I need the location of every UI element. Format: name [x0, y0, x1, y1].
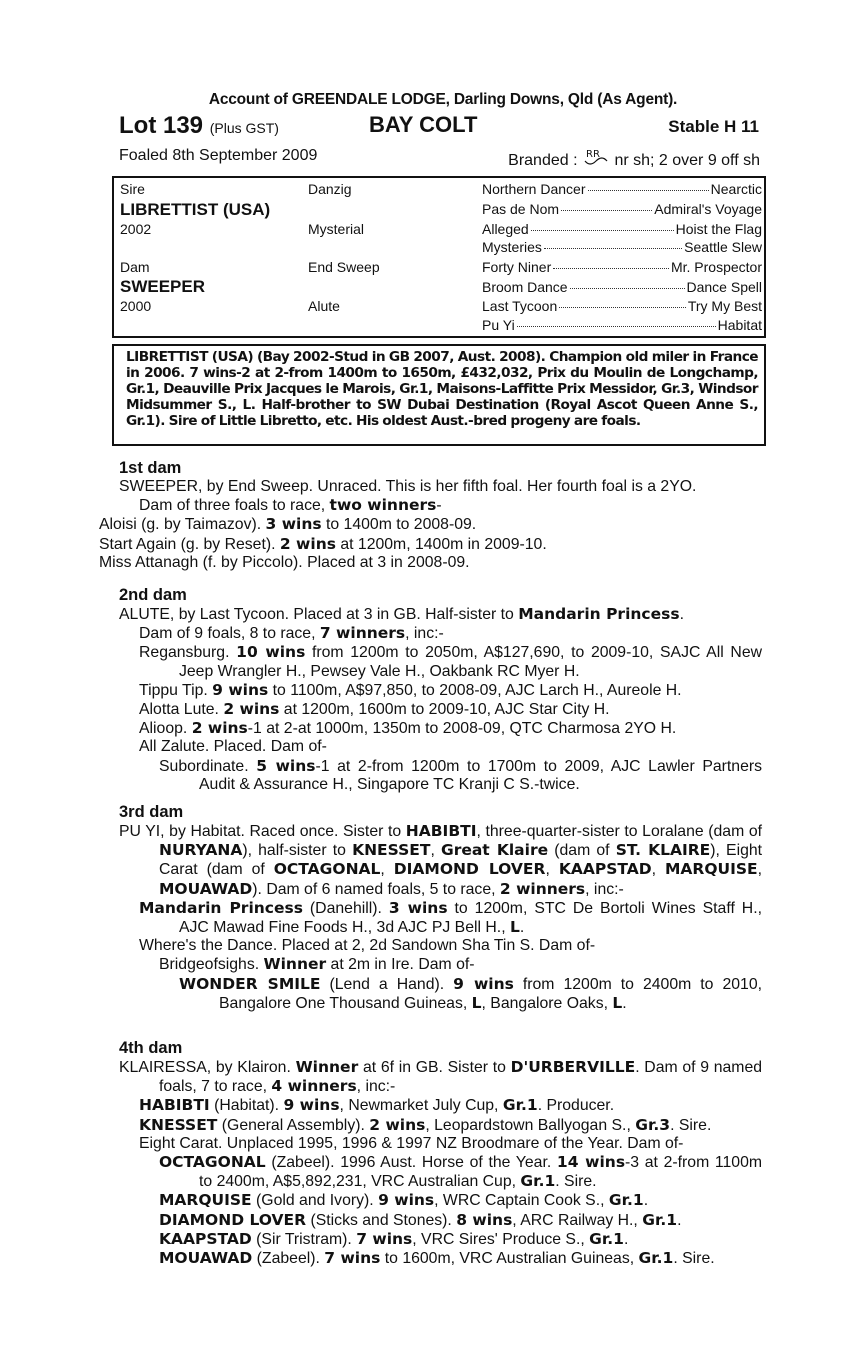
- foaling-date: Foaled 8th September 2009: [119, 147, 318, 164]
- ancestor-right: Try My Best: [687, 298, 762, 314]
- first-dam-section: [99, 459, 762, 572]
- ancestor-left: Pu Yi: [482, 317, 515, 333]
- progeny-row: Alioop. 2 wins-1 at 2-at 1000m, 1350m to 2008-09, QTC Charmosa 2YO H.: [139, 719, 677, 738]
- ancestor-right: Seattle Slew: [684, 239, 762, 255]
- ancestor-right: Habitat: [717, 317, 762, 333]
- dam-label: Dam: [120, 259, 150, 275]
- ancestor-left: Last Tycoon: [482, 298, 558, 314]
- fourth-dam-section: [119, 1039, 762, 1268]
- progeny-row: OCTAGONAL (Zabeel). 1996 Aust. Horse of the Year. 14 wins-3 at 2-from 1100m to 2400m, A$5,892,231, VRC Australian Cup, Gr.1. Sire.: [159, 1153, 763, 1191]
- ancestor-left: Northern Dancer: [482, 181, 586, 197]
- ancestor-right: Nearctic: [710, 181, 762, 197]
- brand-info: [508, 147, 760, 170]
- ancestor-row: [482, 181, 762, 197]
- ancestor-row: [482, 239, 762, 255]
- dam-paragraph: KLAIRESSA, by Klairon. Winner at 6f in GB. Sister to D'URBERVILLE. Dam of 9 named foals, 7 to race, 4 winners, inc:-: [119, 1058, 763, 1096]
- section-heading: 1st dam: [119, 459, 182, 477]
- lot-number: [119, 112, 279, 140]
- ancestor-row: [482, 221, 762, 237]
- ancestor-row: [482, 317, 762, 333]
- ancestor-row: [482, 279, 762, 295]
- section-heading: 4th dam: [119, 1039, 183, 1057]
- dam-paragraph: Dam of 9 foals, 8 to race, 7 winners, inc:-: [139, 624, 444, 643]
- progeny-row: Subordinate. 5 wins-1 at 2-from 1200m to 1700m to 2009, AJC Lawler Partners Audit & Assurance H., Singapore TC Kranji C S.-twice.: [159, 756, 763, 793]
- horse-sex-colour: BAY COLT: [369, 112, 478, 137]
- progeny-row: DIAMOND LOVER (Sticks and Stones). 8 wins, ARC Railway H., Gr.1.: [159, 1210, 682, 1229]
- ancestor-left: Forty Niner: [482, 259, 552, 275]
- ancestor-left: Broom Dance: [482, 279, 568, 295]
- third-dam-section: [119, 803, 762, 1013]
- progeny-row: Tippu Tip. 9 wins to 1100m, A$97,850, to 2008-09, AJC Larch H., Aureole H.: [139, 680, 682, 699]
- dam-paragraph: SWEEPER, by End Sweep. Unraced. This is her fifth foal. Her fourth foal is a 2YO.: [119, 478, 697, 495]
- progeny-row: HABIBTI (Habitat). 9 wins, Newmarket July Cup, Gr.1. Producer.: [139, 1096, 615, 1115]
- dam-year: 2000: [120, 298, 152, 314]
- ancestor-left: Pas de Nom: [482, 201, 560, 217]
- ancestor-row: [482, 259, 762, 275]
- progeny-row: KNESSET (General Assembly). 2 wins, Leopardstown Ballyogan S., Gr.3. Sire.: [139, 1115, 712, 1134]
- section-heading: 3rd dam: [119, 803, 184, 821]
- progeny-row: Where's the Dance. Placed at 2, 2d Sandown Sha Tin S. Dam of-: [139, 937, 596, 955]
- progeny-row: KAAPSTAD (Sir Tristram). 7 wins, VRC Sires' Produce S., Gr.1.: [159, 1229, 629, 1248]
- ancestor-right: Hoist the Flag: [675, 221, 762, 237]
- ancestor-right: Dance Spell: [686, 279, 762, 295]
- progeny-row: Start Again (g. by Reset). 2 wins at 1200m, 1400m in 2009-10.: [99, 534, 547, 553]
- stable-location: Stable H 11: [668, 117, 759, 136]
- brand-description: nr sh; 2 over 9 off sh: [614, 152, 760, 169]
- brand-mark-icon: [584, 147, 608, 167]
- brand-mark-letters: RR: [585, 149, 600, 160]
- sire-year: 2002: [120, 221, 152, 237]
- progeny-row: MARQUISE (Gold and Ivory). 9 wins, WRC Captain Cook S., Gr.1.: [159, 1191, 649, 1210]
- pedigree-table: [112, 176, 766, 338]
- lot-label: Lot 139: [119, 112, 204, 139]
- progeny-row: MOUAWAD (Zabeel). 7 wins to 1600m, VRC Australian Guineas, Gr.1. Sire.: [159, 1249, 715, 1268]
- dam-paragraph: ALUTE, by Last Tycoon. Placed at 3 in GB. Half-sister to Mandarin Princess.: [119, 605, 684, 623]
- sire-summary: LIBRETTIST (USA) (Bay 2002-Stud in GB 2007, Aust. 2008). Champion old miler in France in 2006. 7 wins-2 at 2-from 1400m to 1650m, £432,032, Prix du Moulin de Longchamp, Gr.1, Deauville Prix Jacques le Marois, Gr.1, Maisons-Laffitte Prix Messidor, Gr.3, Windsor Midsummer S., L. Half-brother to SW Dubai Destination (Royal Ascot Queen Anne S., Gr.1). Sire of Little Libretto, etc. His oldest Aust.-bred progeny are foals.: [112, 344, 766, 446]
- dam-paragraph: Dam of three foals to race, two winners-: [139, 496, 442, 515]
- dam-name: SWEEPER: [120, 277, 206, 296]
- progeny-row: Mandarin Princess (Danehill). 3 wins to 1200m, STC De Bortoli Wines Staff H., AJC Mawad Fine Foods H., 3d AJC PJ Bell H., L.: [139, 898, 762, 937]
- lot-header: [119, 112, 761, 140]
- vendor-account: Account of GREENDALE LODGE, Darling Downs, Qld (As Agent).: [208, 91, 678, 108]
- plus-gst: (Plus GST): [209, 120, 279, 136]
- ancestor-row: [482, 298, 762, 314]
- dam-sire: End Sweep: [308, 259, 380, 275]
- ancestor-left: Alleged: [482, 221, 529, 237]
- progeny-row: Alotta Lute. 2 wins at 1200m, 1600m to 2009-10, AJC Star City H.: [139, 700, 610, 719]
- progeny-row: Miss Attanagh (f. by Piccolo). Placed at 3 in 2008-09.: [99, 553, 470, 571]
- progeny-row: Bridgeofsighs. Winner at 2m in Ire. Dam of-: [159, 955, 475, 974]
- sire-name: LIBRETTIST (USA): [120, 200, 271, 219]
- dam-dam: Alute: [308, 298, 340, 314]
- section-heading: 2nd dam: [119, 586, 187, 604]
- ancestor-left: Mysteries: [482, 239, 542, 255]
- progeny-row: Aloisi (g. by Taimazov). 3 wins to 1400m to 2008-09.: [99, 515, 477, 534]
- ancestor-row: [482, 201, 762, 217]
- progeny-row: All Zalute. Placed. Dam of-: [139, 738, 327, 756]
- progeny-row: Regansburg. 10 wins from 1200m to 2050m, A$127,690, to 2009-10, SAJC All New Jeep Wrangler H., Pewsey Vale H., Oakbank RC Myer H.: [139, 643, 763, 680]
- ancestor-right: Mr. Prospector: [670, 259, 762, 275]
- dam-paragraph: PU YI, by Habitat. Raced once. Sister to HABIBTI, three-quarter-sister to Loralane (dam of NURYANA), half-sister to KNESSET, Great Klaire (dam of ST. KLAIRE), Eight Carat (dam of OCTAGONAL, DIAMOND LOVER, KAAPSTAD, MARQUISE, MOUAWAD). Dam of 6 named foals, 5 to race, 2 winners, inc:-: [119, 822, 763, 898]
- ancestor-right: Admiral's Voyage: [654, 201, 762, 217]
- sire-label: Sire: [120, 181, 145, 197]
- sire-sire: Danzig: [308, 181, 352, 197]
- progeny-row: Eight Carat. Unplaced 1995, 1996 & 1997 NZ Broodmare of the Year. Dam of-: [139, 1134, 684, 1152]
- second-dam-section: [119, 586, 762, 794]
- sire-dam: Mysterial: [308, 221, 365, 237]
- branded-label: Branded :: [508, 152, 578, 169]
- progeny-row: WONDER SMILE (Lend a Hand). 9 wins from 1200m to 2400m to 2010, Bangalore One Thousand Guineas, L, Bangalore Oaks, L.: [179, 974, 762, 1012]
